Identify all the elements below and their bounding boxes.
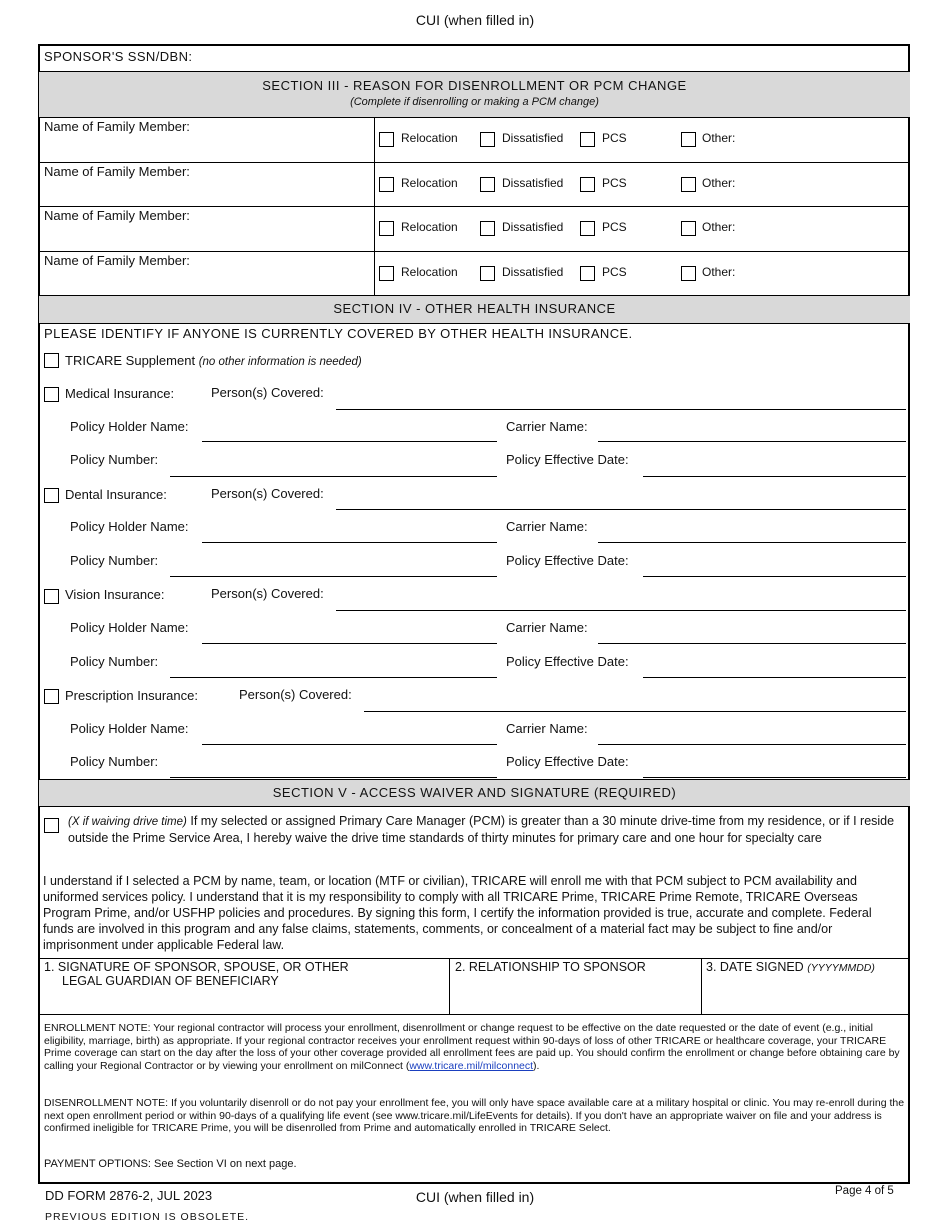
drive-time-waiver-text: (X if waiving drive time) If my selected or assigned Primary Care Manager (PCM) is greater than a 30 minute drive-time from my residence, or if I reside outside the Prime Service Area, I hereby waive the drive time standards of thirty minutes for primary care and one hour for specialty care (68, 814, 895, 845)
prescription-insurance-label: Prescription Insurance: (65, 688, 198, 703)
dental-policy-holder-field[interactable] (202, 542, 497, 543)
policy-holder-label: Policy Holder Name: (70, 721, 189, 736)
dental-insurance-checkbox[interactable] (44, 488, 59, 503)
cui-footer: CUI (when filled in) (415, 1189, 535, 1205)
relocation-label: Relocation (401, 131, 458, 145)
family-member-3-label: Name of Family Member: (44, 208, 190, 223)
form-id: DD FORM 2876-2, JUL 2023 (45, 1188, 213, 1203)
medical-carrier-field[interactable] (598, 441, 906, 442)
relocation-label: Relocation (401, 265, 458, 279)
policy-number-label: Policy Number: (70, 754, 159, 769)
carrier-name-label: Carrier Name: (506, 519, 588, 534)
carrier-name-label: Carrier Name: (506, 419, 588, 434)
dissatisfied-label: Dissatisfied (502, 220, 564, 234)
pcs-checkbox-2[interactable] (580, 177, 595, 192)
relationship-label: 2. RELATIONSHIP TO SPONSOR (455, 960, 646, 974)
medical-insurance-label: Medical Insurance: (65, 386, 175, 401)
prescription-effective-date-field[interactable] (643, 777, 906, 778)
sponsor-ssn-input[interactable] (200, 48, 900, 68)
relocation-checkbox-1[interactable] (379, 132, 394, 147)
other-checkbox-2[interactable] (681, 177, 696, 192)
prescription-policy-number-field[interactable] (170, 777, 497, 778)
pcs-checkbox-4[interactable] (580, 266, 595, 281)
dissatisfied-label: Dissatisfied (502, 176, 564, 190)
relationship-field[interactable] (451, 978, 700, 1013)
pcs-label: PCS (602, 220, 627, 234)
prescription-insurance-checkbox[interactable] (44, 689, 59, 704)
dental-effective-date-field[interactable] (643, 576, 906, 577)
dental-persons-covered-field[interactable] (336, 509, 906, 510)
dental-policy-number-field[interactable] (170, 576, 497, 577)
relocation-checkbox-2[interactable] (379, 177, 394, 192)
policy-number-label: Policy Number: (70, 553, 159, 568)
tricare-supplement-label: TRICARE Supplement (no other information is needed) (65, 353, 362, 368)
tricare-supplement-checkbox[interactable] (44, 353, 59, 368)
certification-statement: I understand if I selected a PCM by name, team, or location (MTF or civilian), TRICARE will enroll me with that PCM subject to PCM availability and uniformed services policy. I understand that it is my responsibility to comply with all TRICARE Prime, TRICARE Prime Remote, TRICARE Overseas Program Prime, and/or USFHP policies and procedures. By signing this form, I certify the information provided is true, accurate and complete. Federal funds are involved in this program and any false claims, statements, comments, or concealment of a material fact may be subject to fine and/or imprisonment under applicable Federal law. (43, 874, 872, 952)
signature-label-line1: 1. SIGNATURE OF SPONSOR, SPOUSE, OR OTHER (44, 960, 349, 974)
payment-options-note: PAYMENT OPTIONS: See Section VI on next page. (44, 1158, 297, 1170)
medical-persons-covered-field[interactable] (336, 409, 906, 410)
section4-instruction: PLEASE IDENTIFY IF ANYONE IS CURRENTLY COVERED BY OTHER HEALTH INSURANCE. (44, 326, 633, 341)
policy-holder-label: Policy Holder Name: (70, 419, 189, 434)
other-label: Other: (702, 220, 736, 234)
medical-policy-number-field[interactable] (170, 476, 497, 477)
effective-date-label: Policy Effective Date: (506, 452, 629, 467)
family-member-1-label: Name of Family Member: (44, 119, 190, 134)
relocation-checkbox-3[interactable] (379, 221, 394, 236)
carrier-name-label: Carrier Name: (506, 620, 588, 635)
persons-covered-label: Person(s) Covered: (211, 385, 324, 400)
persons-covered-label: Person(s) Covered: (211, 486, 324, 501)
prescription-persons-covered-field[interactable] (364, 711, 906, 712)
dissatisfied-checkbox-1[interactable] (480, 132, 495, 147)
vision-policy-number-field[interactable] (170, 677, 497, 678)
family-member-2-label: Name of Family Member: (44, 164, 190, 179)
carrier-name-label: Carrier Name: (506, 721, 588, 736)
policy-number-label: Policy Number: (70, 452, 159, 467)
pcs-label: PCS (602, 176, 627, 190)
disenrollment-note: DISENROLLMENT NOTE: If you voluntarily disenroll or do not pay your enrollment fee, you will only have space available care at a military hospital or clinic. You may re-enroll during the next open enrollment period or within 90-days of a qualifying life event (see www.tricare.mil/LifeEvents for details). If you don't have an appropriate waiver on file and your address is confirmed ineligible for TRICARE Prime, you will be disenrolled from Prime and automatically enrolled in TRICARE Select. (44, 1097, 905, 1134)
other-checkbox-3[interactable] (681, 221, 696, 236)
vision-effective-date-field[interactable] (643, 677, 906, 678)
pcs-label: PCS (602, 265, 627, 279)
persons-covered-label: Person(s) Covered: (239, 687, 352, 702)
vision-carrier-field[interactable] (598, 643, 906, 644)
prescription-policy-holder-field[interactable] (202, 744, 497, 745)
medical-effective-date-field[interactable] (643, 476, 906, 477)
section5-title: SECTION V - ACCESS WAIVER AND SIGNATURE (REQUIRED) (272, 785, 677, 800)
other-checkbox-1[interactable] (681, 132, 696, 147)
vision-policy-holder-field[interactable] (202, 643, 497, 644)
dental-carrier-field[interactable] (598, 542, 906, 543)
obsolete-note: PREVIOUS EDITION IS OBSOLETE. (45, 1211, 250, 1223)
pcs-label: PCS (602, 131, 627, 145)
dissatisfied-checkbox-3[interactable] (480, 221, 495, 236)
persons-covered-label: Person(s) Covered: (211, 586, 324, 601)
prescription-carrier-field[interactable] (598, 744, 906, 745)
section3-title: SECTION III - REASON FOR DISENROLLMENT OR PCM CHANGE (262, 78, 687, 93)
other-label: Other: (702, 131, 736, 145)
effective-date-label: Policy Effective Date: (506, 553, 629, 568)
relocation-label: Relocation (401, 220, 458, 234)
effective-date-label: Policy Effective Date: (506, 654, 629, 669)
policy-holder-label: Policy Holder Name: (70, 620, 189, 635)
section4-title: SECTION IV - OTHER HEALTH INSURANCE (333, 301, 616, 316)
vision-persons-covered-field[interactable] (336, 610, 906, 611)
dissatisfied-label: Dissatisfied (502, 265, 564, 279)
medical-policy-holder-field[interactable] (202, 441, 497, 442)
signature-field[interactable] (40, 988, 448, 1013)
vision-insurance-label: Vision Insurance: (65, 587, 165, 602)
dissatisfied-checkbox-2[interactable] (480, 177, 495, 192)
date-signed-label: 3. DATE SIGNED (YYYYMMDD) (706, 960, 875, 974)
signature-label-line2: LEGAL GUARDIAN OF BENEFICIARY (62, 974, 279, 988)
other-checkbox-4[interactable] (681, 266, 696, 281)
pcs-checkbox-1[interactable] (580, 132, 595, 147)
policy-holder-label: Policy Holder Name: (70, 519, 189, 534)
effective-date-label: Policy Effective Date: (506, 754, 629, 769)
dissatisfied-checkbox-4[interactable] (480, 266, 495, 281)
milconnect-link[interactable]: www.tricare.mil/milconnect (409, 1059, 534, 1072)
relocation-label: Relocation (401, 176, 458, 190)
pcs-checkbox-3[interactable] (580, 221, 595, 236)
policy-number-label: Policy Number: (70, 654, 159, 669)
enrollment-note: ENROLLMENT NOTE: Your regional contractor will process your enrollment, disenrollment or change request to be effective on the date requested or the date of event (e.g., initial eligibility, marriage, birth) as appropriate. If your regional contractor receives your enrollment request within 90-days of loss of other TRICARE or healthcare coverage, your TRICARE Prime coverage can start on the day after the loss of your other coverage provided all enrollment fees are paid up. You should confirm the enrollment or change before obtaining care by calling your Regional Contractor or by viewing your enrollment on milConnect (www.tricare.mil/milconnect). (44, 1022, 900, 1072)
dissatisfied-label: Dissatisfied (502, 131, 564, 145)
page-number: Page 4 of 5 (835, 1185, 894, 1197)
date-signed-field[interactable] (703, 978, 908, 1013)
other-label: Other: (702, 176, 736, 190)
dental-insurance-label: Dental Insurance: (65, 487, 167, 502)
vision-insurance-checkbox[interactable] (44, 589, 59, 604)
section3-subtitle: (Complete if disenrolling or making a PCM change) (350, 96, 599, 108)
other-label: Other: (702, 265, 736, 279)
family-member-4-label: Name of Family Member: (44, 253, 190, 268)
sponsor-ssn-label: SPONSOR'S SSN/DBN: (44, 49, 193, 64)
relocation-checkbox-4[interactable] (379, 266, 394, 281)
drive-time-waiver-checkbox[interactable] (44, 818, 59, 833)
medical-insurance-checkbox[interactable] (44, 387, 59, 402)
cui-header: CUI (when filled in) (415, 12, 535, 28)
